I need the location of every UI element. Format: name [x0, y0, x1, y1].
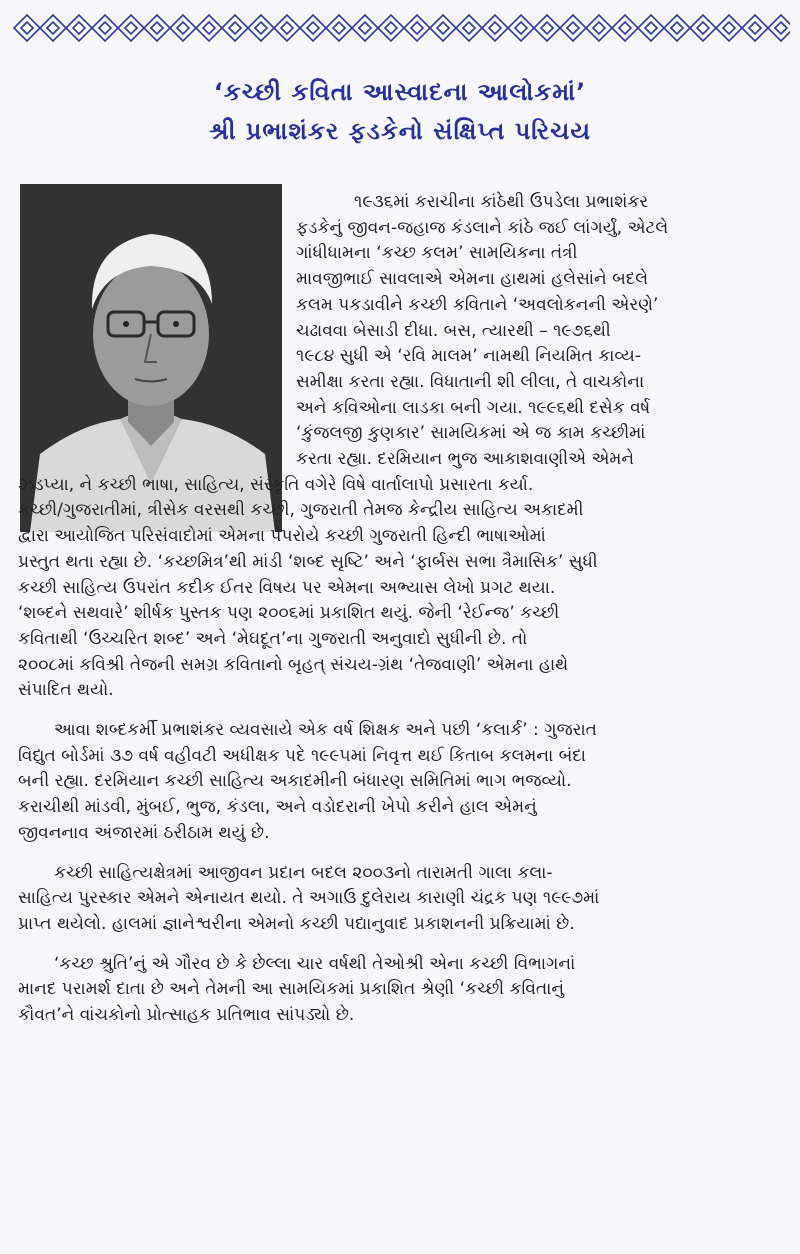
paragraph-awards: [18, 861, 788, 938]
text-line: ‘કચ્છ શ્રુતિ’નું એ ગૌરવ છે કે છેલ્લા ચાર વર્ષથી તેઓશ્રી એના કચ્છી વિભાગનાં: [54, 953, 576, 974]
border-diamond: [14, 15, 40, 41]
border-diamond-inner: [229, 22, 241, 34]
border-diamond: [170, 15, 196, 41]
text-line: સાહિત્ય પુરસ્કાર એમને એનાયત થયો. તે અગાઉ દુલેરાય કારાણી ચંદ્રક પણ ૧૯૯૭માં: [18, 888, 600, 909]
text-line: પ્રસ્તુત થતા રહ્યા છે. ‘કચ્છમિત્ર’થી માંડી ‘શબ્દ સૃષ્ટિ’ અને ‘ફાર્બસ સભા ત્રૈમાસિક’ સુધી: [18, 551, 598, 572]
border-diamond-inner: [177, 22, 189, 34]
text-line: કલમ પકડાવીને કચ્છી કવિતાને ‘અવલોકનની એરણે’: [296, 294, 659, 315]
border-diamond: [586, 15, 612, 41]
border-diamond-inner: [47, 22, 59, 34]
border-diamond: [612, 15, 638, 41]
paragraph-career: [18, 718, 788, 847]
text-line: જીવનનાવ અંજારમાં ઠરીઠામ થયું છે.: [18, 822, 270, 843]
border-diamond-inner: [73, 22, 85, 34]
border-diamond: [66, 15, 92, 41]
border-diamond: [378, 15, 404, 41]
text-line: અને કવિઓના લાડકા બની ગયા. ૧૯૯૬થી દસેક વર્ષ: [296, 397, 651, 418]
text-line: સમીક્ષા કરતા રહ્યા. વિધાતાની શી લીલા, તે વાચકોના: [296, 371, 645, 392]
border-diamond-inner: [203, 22, 215, 34]
border-diamond-inner: [775, 22, 787, 34]
border-diamond-inner: [749, 22, 761, 34]
text-line: ચઢાવવા બેસાડી દીધા. બસ, ત્યારથી – ૧૯૭૬થી: [296, 320, 611, 341]
border-diamond: [482, 15, 508, 41]
border-diamond: [352, 15, 378, 41]
border-diamond: [404, 15, 430, 41]
border-diamond-inner: [281, 22, 293, 34]
text-line: આવા શબ્દકર્મી પ્રભાશંકર વ્યવસાયે એક વર્ષ શિક્ષક અને પછી ‘કલાર્ક’ : ગુજરાત: [54, 720, 597, 741]
border-diamond-inner: [411, 22, 423, 34]
border-diamond: [274, 15, 300, 41]
border-diamond: [508, 15, 534, 41]
border-diamond: [430, 15, 456, 41]
border-diamond-inner: [125, 22, 137, 34]
border-diamond-inner: [541, 22, 553, 34]
border-diamond-inner: [619, 22, 631, 34]
text-line: કરાચીથી માંડવી, મુંબઈ, ભુજ, કંડલા, અને વડોદરાની ખેપો કરીને હાલ એમનું: [18, 797, 537, 818]
title-line-2: શ્રી પ્રભાશંકર ફડકેનો સંક્ષિપ્ત પરિચય: [209, 117, 591, 145]
text-line: દ્વારા આયોજિત પરિસંવાદોમાં એમના પેપરોયે કચ્છી ગુજરાતી હિન્દી ભાષાઓમાં: [18, 526, 546, 547]
border-diamond-inner: [21, 22, 33, 34]
border-diamond-inner: [151, 22, 163, 34]
text-line: સંપાદિત થયો.: [18, 680, 114, 701]
text-line: વિદ્યુત બોર્ડમાં ૩૭ વર્ષ વહીવટી અધીક્ષક પદે ૧૯૯૫માં નિવૃત્ત થઈ કિતાબ કલમના બંદા: [18, 745, 586, 766]
border-diamond: [326, 15, 352, 41]
border-diamond-inner: [359, 22, 371, 34]
border-diamond-inner: [723, 22, 735, 34]
article-title: [20, 72, 780, 150]
text-line: ‘શબ્દને સથવારે’ શીર્ષક પુસ્તક પણ ૨૦૦૬માં પ્રકાશિત થયું. જેની ‘રેઈન્જ’ કચ્છી: [18, 603, 560, 624]
border-diamond: [222, 15, 248, 41]
border-diamond-inner: [515, 22, 527, 34]
text-line: ગાંધીધામના ‘કચ્છ કલમ’ સામયિકના તંત્રી: [296, 243, 578, 264]
text-line: ૨૦૦૮માં કવિશ્રી તેજની સમગ્ર કવિતાનો બૃહત્ સંચય-ગ્રંથ ‘તેજવાણી’ એમના હાથે: [18, 654, 569, 675]
border-diamond: [248, 15, 274, 41]
border-diamond: [560, 15, 586, 41]
text-line: ‘કુંજલજી કુણકાર’ સામયિકમાં એ જ કામ કચ્છીમાં: [296, 423, 646, 444]
border-diamond-inner: [437, 22, 449, 34]
border-diamond-inner: [99, 22, 111, 34]
text-line: બની રહ્યા. દરમિયાન કચ્છી સાહિત્ય અકાદમીની બંધારણ સમિતિમાં ભાગ ભજવ્યો.: [18, 771, 572, 792]
text-line: ૧૯૮૪ સુધી એ ‘રવિ માલમ’ નામથી નિયમિત કાવ્ય-: [296, 346, 641, 367]
text-line: પ્રાપ્ત થયેલો. હાલમાં જ્ઞાનેશ્વરીના એમનો કચ્છી પદ્યાનુવાદ પ્રકાશનની પ્રક્રિયામાં છે.: [18, 913, 575, 934]
lead-paragraph-beside-photo: [296, 190, 788, 473]
border-diamond-inner: [489, 22, 501, 34]
text-line: કચ્છી/ગુજરાતીમાં, ત્રીસેક વરસથી કચ્છી, ગુજરાતી તેમજ કેન્દ્રીય સાહિત્ય અકાદમી: [18, 500, 584, 521]
border-diamond: [742, 15, 768, 41]
paragraph-kutch-shruti: [18, 952, 788, 1029]
border-diamond: [534, 15, 560, 41]
text-line: ઝડપ્યા, ને કચ્છી ભાષા, સાહિત્ય, સંસ્કૃતિ વગેરે વિષે વાર્તાલાપો પ્રસારતા કર્યા.: [18, 474, 534, 495]
border-diamond-inner: [697, 22, 709, 34]
border-diamond: [690, 15, 716, 41]
border-diamond-inner: [671, 22, 683, 34]
text-line: માનદ પરામર્શ દાતા છે અને તેમની આ સામયિકમાં પ્રકાશિત શ્રેણી ‘કચ્છી કવિતાનું: [18, 979, 565, 1000]
article-body: [18, 190, 788, 1029]
text-line: કરતા રહ્યા. દરમિયાન ભુજ આકાશવાણીએ એમને: [296, 449, 635, 470]
border-diamond-inner: [255, 22, 267, 34]
border-diamond-inner: [645, 22, 657, 34]
border-diamond: [196, 15, 222, 41]
border-diamond-inner: [385, 22, 397, 34]
text-line: કચ્છી સાહિત્યક્ષેત્રમાં આજીવન પ્રદાન બદલ ૨૦૦૩નો તારામતી ગાલા કલા-: [54, 862, 553, 883]
decorative-border: [10, 8, 790, 48]
border-diamond-inner: [307, 22, 319, 34]
text-line: કૌવત’ને વાંચકોનો પ્રોત્સાહક પ્રતિભાવ સાંપડ્યો છે.: [18, 1005, 355, 1026]
title-line-1: ‘કચ્છી કવિતા આસ્વાદના આલોકમાં’: [213, 78, 587, 106]
border-diamond: [144, 15, 170, 41]
border-diamond: [300, 15, 326, 41]
border-diamond-inner: [593, 22, 605, 34]
text-line: ફડકેનું જીવન-જહાજ કંડલાને કાંઠે જઈ લાંગર્યું, એટલે: [296, 217, 669, 238]
border-diamond: [664, 15, 690, 41]
border-diamond: [40, 15, 66, 41]
border-diamond: [92, 15, 118, 41]
text-line: માવજીભાઈ સાવલાએ એમના હાથમાં હલેસાંને બદલે: [296, 269, 649, 290]
lead-paragraph-continued: [18, 473, 788, 704]
text-line: કચ્છી સાહિત્ય ઉપરાંત કદીક ઈતર વિષય પર એમના અભ્યાસ લેખો પ્રગટ થયા.: [18, 577, 556, 598]
text-line: ૧૯૩૬માં કરાચીના કાંઠેથી ઉપડેલા પ્રભાશંકર: [354, 192, 649, 212]
border-diamond: [716, 15, 742, 41]
border-diamond: [638, 15, 664, 41]
border-diamond: [456, 15, 482, 41]
border-diamond-inner: [567, 22, 579, 34]
text-line: કવિતાથી ‘ઉચ્ચરિત શબ્દ’ અને ‘મેઘદૂત’ના ગુજરાતી અનુવાદો સુધીની છે. તો: [18, 628, 528, 649]
border-diamond-inner: [333, 22, 345, 34]
border-diamond-inner: [463, 22, 475, 34]
border-diamond: [118, 15, 144, 41]
